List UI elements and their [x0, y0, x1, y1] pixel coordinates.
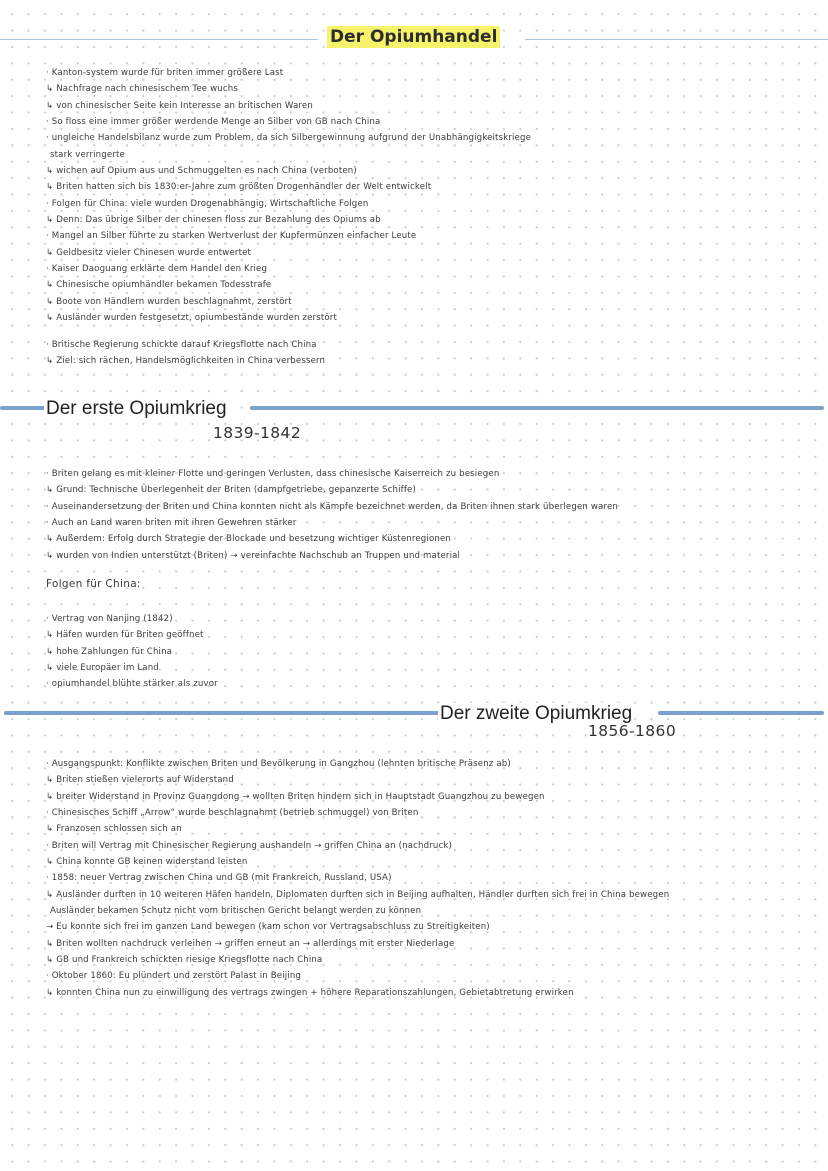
note-line: ↳ Franzosen schlossen sich an: [46, 824, 182, 835]
folgen-list: [46, 614, 218, 696]
section1-rule-right: [250, 406, 824, 410]
note-line: ↳ Außerdem: Erfolg durch Strategie der Blockade und besetzung wichtiger Küstenregionen: [46, 534, 451, 545]
note-line: ↳ China konnte GB keinen widerstand leisten: [46, 857, 248, 868]
note-line: ↳ GB und Frankreich schickten riesige Kriegsflotte nach China: [46, 955, 323, 966]
note-line: ↳ Chinesische opiumhändler bekamen Todesstrafe: [46, 280, 272, 291]
note-line: · Oktober 1860: Eu plündert und zerstört Palast in Beijing: [46, 971, 302, 982]
note-line: ↳ Briten stießen vielerorts auf Widerstand: [46, 775, 234, 786]
note-line: ↳ Grund: Technische Überlegenheit der Briten (dampfgetriebe, gepanzerte Schiffe): [46, 485, 416, 496]
note-line: · 1858: neuer Vertrag zwischen China und GB (mit Frankreich, Russland, USA): [46, 873, 392, 884]
note-line: ↳ Nachfrage nach chinesischem Tee wuchs: [46, 84, 238, 95]
note-line: · Briten gelang es mit kleiner Flotte und geringen Verlusten, dass chinesische Kaiserreich zu besiegen: [46, 469, 500, 479]
note-line: → Eu konnte sich frei im ganzen Land bewegen (kam schon vor Vertragsabschluss zu Streitigkeiten): [46, 922, 490, 933]
section2-rule-right: [658, 711, 824, 715]
note-line: ↳ wichen auf Opium aus und Schmuggelten es nach China (verboten): [46, 166, 357, 177]
note-line: stark verringerte: [50, 149, 125, 160]
title-rule-right: [525, 39, 828, 40]
note-line: · Mangel an Silber führte zu starken Wertverlust der Kupfermünzen einfacher Leute: [46, 231, 417, 242]
note-line: · Ausgangspunkt: Konflikte zwischen Briten und Bevölkerung in Gangzhou (lehnten britische Präsenz ab): [46, 759, 511, 769]
note-line: ↳ Ausländer durften in 10 weiteren Häfen handeln, Diplomaten durften sich in Beijing aufhalten, Händler durften sich frei in China bewegen: [46, 889, 670, 900]
intro-notes: [46, 68, 531, 330]
note-line: · Auch an Land waren briten mit ihren Gewehren stärker: [46, 518, 297, 529]
intro-notes-conclusion: [46, 340, 325, 373]
note-line: · So floss eine immer größer werdende Menge an Silber von GB nach China: [46, 117, 381, 128]
note-line: ↳ Geldbesitz vieler Chinesen wurde entwertet: [46, 247, 252, 258]
title-rule-left: [0, 39, 318, 40]
note-line: ↳ Ausländer wurden festgesetzt, opiumbestände wurden zerstört: [46, 313, 337, 324]
section1-rule-left: [0, 406, 48, 410]
folgen-item: · opiumhandel blühte stärker als zuvor: [46, 679, 218, 690]
section2-title: Der zweite Opiumkrieg: [440, 703, 633, 724]
note-line: · Britische Regierung schickte darauf Kriegsflotte nach China: [46, 340, 317, 350]
section2-dates: 1856-1860: [588, 722, 677, 740]
page-title: Der Opiumhandel: [327, 26, 500, 48]
note-line: ↳ breiter Widerstand in Provinz Guangdong → wollten Briten hindern sich in Hauptstadt Guangzhou zu bewegen: [46, 791, 545, 802]
note-line: Ausländer bekamen Schutz nicht vom britischen Gericht belangt werden zu können: [50, 906, 422, 917]
note-line: ↳ Briten wollten nachdruck verleihen → griffen erneut an → allerdings mit erster Niederlage: [46, 938, 455, 949]
note-line: · ungleiche Handelsbilanz wurde zum Problem, da sich Silbergewinnung aufgrund der Unabhängigkeitskriege: [46, 133, 532, 144]
note-line: · Briten will Vertrag mit Chinesischer Regierung aushandeln → griffen China an (nachdruck): [46, 840, 452, 851]
note-line: ↳ Boote von Händlern wurden beschlagnahmt, zerstört: [46, 296, 292, 307]
folgen-item: ↳ Häfen wurden für Briten geöffnet: [46, 630, 204, 641]
note-line: ↳ Ziel: sich rächen, Handelsmöglichkeiten in China verbessern: [46, 356, 326, 367]
section1-notes: [46, 469, 618, 567]
folgen-item: ↳ hohe Zahlungen für China: [46, 646, 173, 657]
note-line: · Auseinandersetzung der Briten und China konnten nicht als Kämpfe bezeichnet werden, da Briten ihnen stark überlegen waren: [46, 501, 618, 512]
note-line: ↳ wurden von Indien unterstützt (Briten) → vereinfachte Nachschub an Truppen und material: [46, 550, 461, 561]
folgen-item: · Vertrag von Nanjing (1842): [46, 614, 173, 624]
note-line: ↳ konnten China nun zu einwilligung des vertrags zwingen + höhere Reparationszahlungen, Gebietabtretung erwirken: [46, 987, 574, 998]
note-line: · Kaiser Daoguang erklärte dem Handel den Krieg: [46, 264, 268, 275]
folgen-item: ↳ viele Europäer im Land: [46, 663, 159, 674]
note-line: ↳ Briten hatten sich bis 1830:er-Jahre zum größten Drogenhändler der Welt entwickelt: [46, 182, 432, 193]
section1-title: Der erste Opiumkrieg: [46, 398, 227, 419]
section1-dates: 1839-1842: [213, 424, 302, 442]
section2-rule-left: [4, 711, 440, 715]
section2-notes: [46, 759, 669, 1004]
note-line: · Kanton-system wurde für briten immer größere Last: [46, 68, 284, 78]
note-line: ↳ Denn: Das übrige Silber der chinesen floss zur Bezahlung des Opiums ab: [46, 215, 381, 226]
note-line: · Chinesisches Schiff „Arrow“ wurde beschlagnahmt (betrieb schmuggel) von Briten: [46, 808, 419, 819]
note-line: ↳ von chinesischer Seite kein Interesse an britischen Waren: [46, 100, 313, 111]
folgen-heading: Folgen für China:: [46, 578, 141, 590]
note-line: · Folgen für China: viele wurden Drogenabhängig, Wirtschaftliche Folgen: [46, 198, 369, 209]
